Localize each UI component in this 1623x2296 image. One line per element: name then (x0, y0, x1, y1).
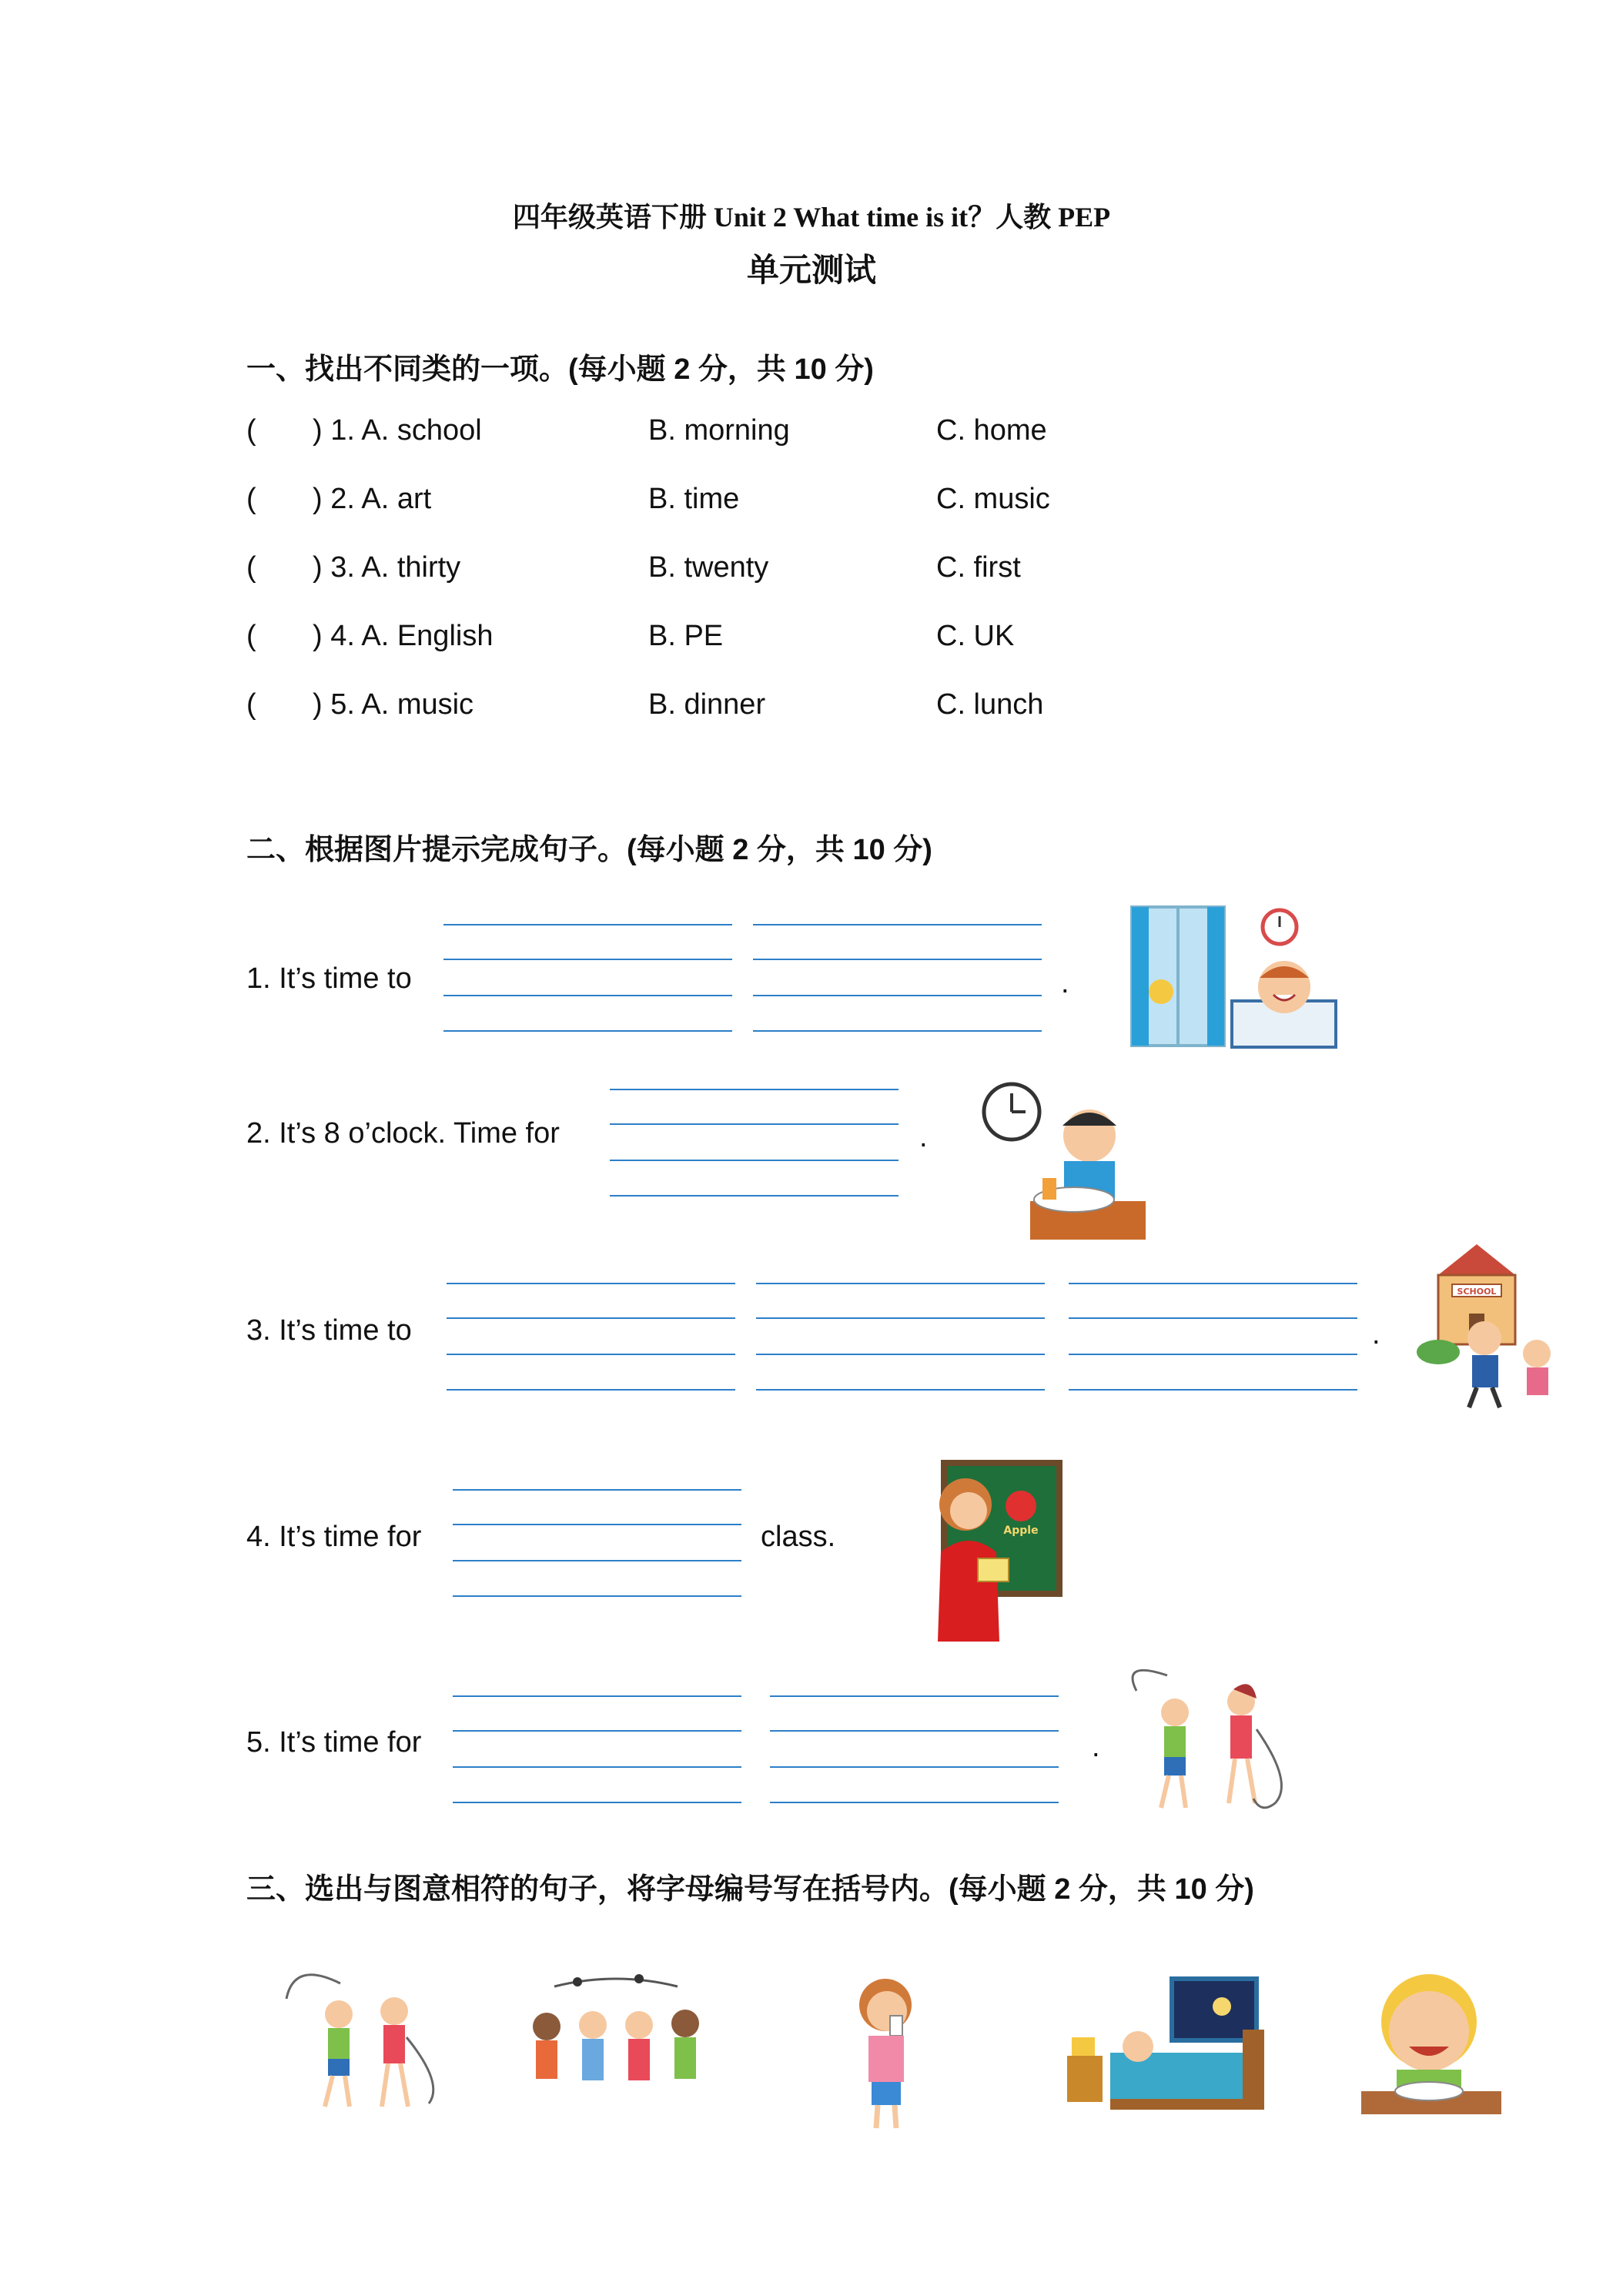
option-c: C. music (936, 483, 1050, 515)
worksheet-title: 四年级英语下册 Unit 2 What time is it？人教 PEP (512, 202, 1111, 233)
writing-lines[interactable] (1069, 1283, 1357, 1391)
picture-girl-drinking (845, 1971, 930, 2133)
answer-bracket[interactable]: ( (246, 414, 256, 447)
option-c: C. home (936, 414, 1047, 447)
sentence-q1: 1. It’s time to (246, 962, 412, 995)
option-c: C. lunch (936, 688, 1044, 721)
english-class-illustration (922, 1460, 1065, 1645)
option-c: C. UK (936, 620, 1015, 652)
option-b: B. time (648, 483, 740, 515)
section3-heading: 三、选出与图意相符的句子，将字母编号写在括号内。(每小题 2 分，共 10 分) (246, 1873, 1254, 1906)
picture-eating (1358, 1960, 1504, 2122)
section2-heading: 二、根据图片提示完成句子。(每小题 2 分，共 10 分) (246, 834, 932, 866)
sentence-q4-suffix: class. (761, 1521, 836, 1553)
school-sign-text: SCHOOL (1457, 1287, 1497, 1297)
sentence-q4: 4. It’s time for (246, 1521, 422, 1553)
option-c: C. first (936, 551, 1021, 584)
go-to-school-illustration (1415, 1237, 1565, 1410)
writing-lines[interactable] (753, 924, 1042, 1032)
jump-rope-illustration (1121, 1668, 1302, 1814)
wake-up-illustration (1124, 901, 1344, 1059)
option-a: ) 1. A. school (313, 414, 482, 447)
writing-lines[interactable] (443, 924, 732, 1032)
option-b: B. dinner (648, 688, 766, 721)
option-b: B. twenty (648, 551, 769, 584)
writing-lines[interactable] (453, 1489, 741, 1597)
board-word-text: Apple (1003, 1525, 1039, 1537)
breakfast-illustration (978, 1078, 1151, 1243)
writing-lines[interactable] (453, 1695, 741, 1803)
option-b: B. morning (648, 414, 790, 447)
sentence-period: . (1372, 1318, 1380, 1350)
picture-go-to-bed (1064, 1976, 1268, 2114)
answer-bracket[interactable]: ( (246, 620, 256, 652)
picture-music-class (524, 1971, 708, 2110)
writing-lines[interactable] (770, 1695, 1059, 1803)
answer-bracket[interactable]: ( (246, 551, 256, 584)
writing-lines[interactable] (610, 1089, 899, 1197)
option-a: ) 3. A. thirty (313, 551, 461, 584)
section1-heading: 一、找出不同类的一项。(每小题 2 分，共 10 分) (246, 353, 874, 386)
writing-lines[interactable] (447, 1283, 735, 1391)
sentence-period: . (919, 1121, 928, 1153)
option-a: ) 5. A. music (313, 688, 474, 721)
sentence-q5: 5. It’s time for (246, 1726, 422, 1759)
option-a: ) 2. A. art (313, 483, 432, 515)
worksheet-subtitle: 单元测试 (746, 252, 876, 288)
option-a: ) 4. A. English (313, 620, 494, 652)
sentence-period: . (1092, 1731, 1100, 1763)
sentence-q3: 3. It’s time to (246, 1314, 412, 1347)
answer-bracket[interactable]: ( (246, 483, 256, 515)
sentence-period: . (1061, 967, 1069, 999)
sentence-q2: 2. It’s 8 o’clock. Time for (246, 1117, 560, 1150)
answer-bracket[interactable]: ( (246, 688, 256, 721)
writing-lines[interactable] (756, 1283, 1045, 1391)
picture-jump-rope (279, 1968, 448, 2114)
option-b: B. PE (648, 620, 724, 652)
